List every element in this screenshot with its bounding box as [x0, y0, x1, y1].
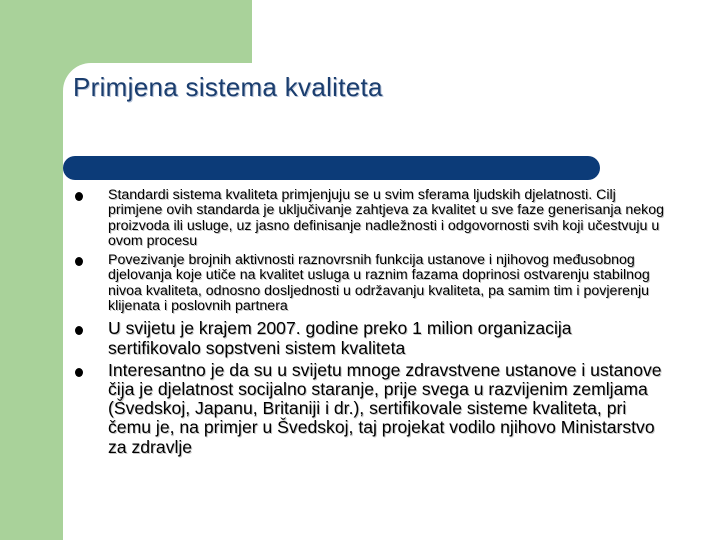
list-item: [74, 253, 664, 314]
list-item: [74, 319, 664, 357]
list-item: [74, 361, 664, 457]
bullet-dot-icon: [75, 326, 83, 335]
bullet-text: U svijetu je krajem 2007. godine preko 1 milion organizacija sertifikovalo sopstveni sistem kvaliteta: [108, 318, 572, 358]
slide-title: Primjena sistema kvaliteta: [73, 72, 383, 102]
list-item: [74, 188, 664, 249]
bullet-text: Povezivanje brojnih aktivnosti raznovrsnih funkcija ustanove i njihovog međusobnog djelovanja koje utiče na kvalitet usluga u raznim fazama doprinosi ostvarenju stabilnog nivoa kvaliteta, odnosno dosljednosti u održavanju kvaliteta, pa samim tim i povjerenju klijenata i poslovnih partnera: [108, 252, 650, 315]
bullet-dot-icon: [75, 368, 83, 377]
bullet-text: Standardi sistema kvaliteta primjenjuju se u svim sferama ljudskih djelatnosti. Cilj primjene ovih standarda je uključivanje zahtjeva za kvalitet u sve faze generisanja nekog proizvoda ili usluge, uz jasno definisanje nadležnosti i odgovornosti svih koji učestvuju u ovom procesu: [108, 187, 665, 249]
title-divider-bar: [63, 156, 600, 180]
bullet-list: [74, 188, 664, 457]
bullet-dot-icon: [75, 192, 83, 201]
bullet-text: Interesantno je da su u svijetu mnoge zdravstvene ustanove i ustanove čija je djelatnost socijalno staranje, prije svega u razvijenim zemljama (Švedskoj, Japanu, Britaniji i dr.), sertifikovale sisteme kvaliteta, pri čemu je, na primjer u Švedskoj, taj projekat vodilo njihovo Ministarstvo za zdravlje: [108, 359, 662, 457]
bullet-dot-icon: [75, 257, 83, 266]
